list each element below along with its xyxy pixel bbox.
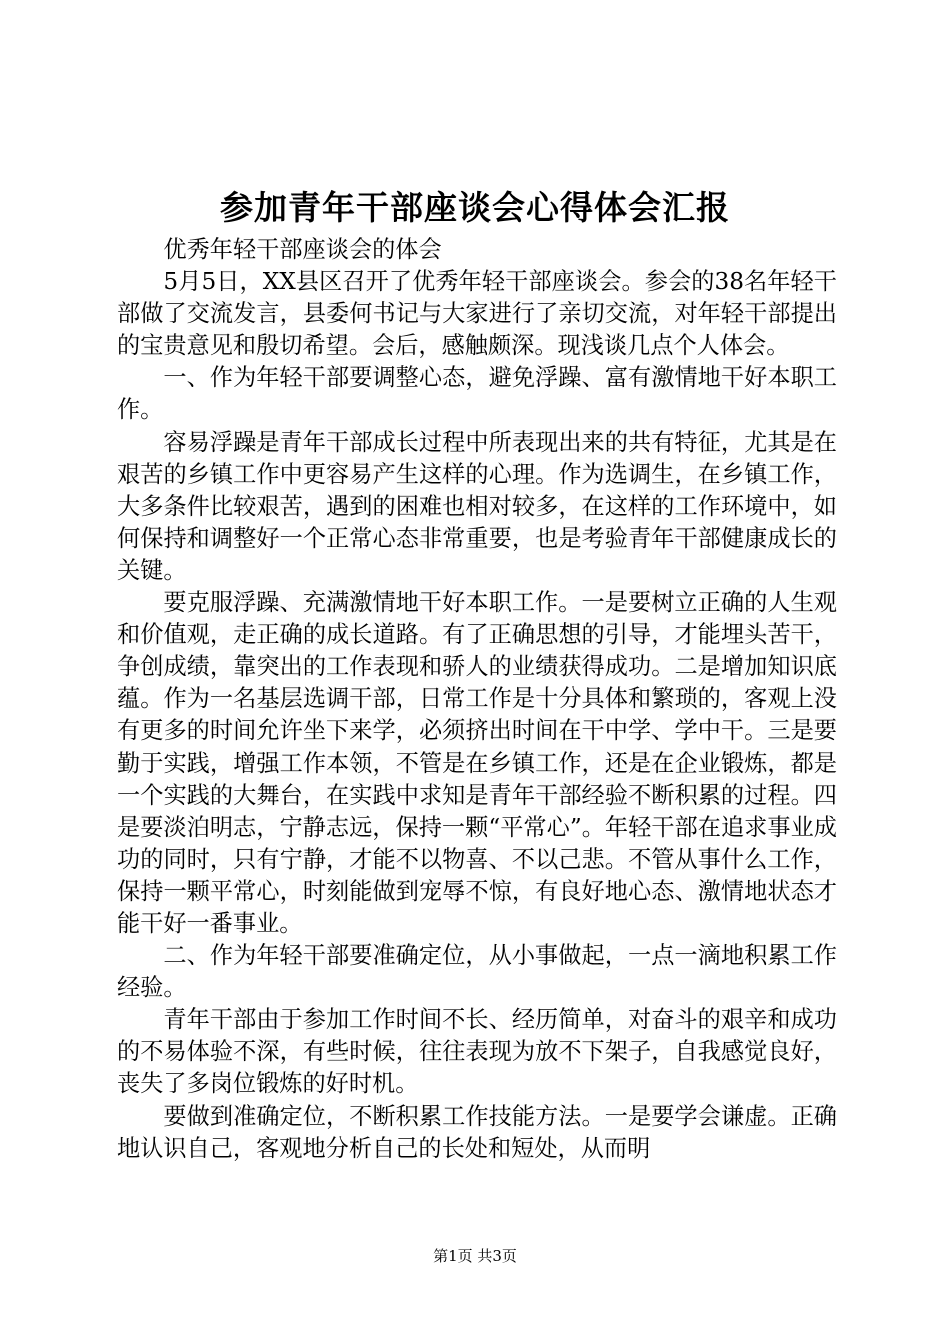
document-body (117, 234, 837, 1165)
paragraph-subtitle: 优秀年轻干部座谈会的体会 (163, 236, 442, 263)
document-title: 参加青年干部座谈会心得体会汇报 (220, 188, 730, 227)
paragraph: 青年干部由于参加工作时间不长、经历简单，对奋斗的艰辛和成功的不易体验不深，有些时候，往往表现为放不下架子，自我感觉良好，丧失了多岗位锻炼的好时机。 (117, 1006, 837, 1098)
paragraph: 5月5日，XX县区召开了优秀年轻干部座谈会。参会的38名年轻干部做了交流发言，县委何书记与大家进行了亲切交流，对年轻干部提出的宝贵意见和殷切希望。会后，感触颇深。现浅谈几点个人体会。 (117, 268, 837, 360)
paragraph: 要做到准确定位，不断积累工作技能方法。一是要学会谦虚。正确地认识自己，客观地分析自己的长处和短处，从而明 (117, 1102, 837, 1162)
paragraph-heading: 二、作为年轻干部要准确定位，从小事做起，一点一滴地积累工作经验。 (117, 942, 837, 1002)
page-number-footer: 第1页 共3页 (433, 1247, 517, 1265)
paragraph-heading: 一、作为年轻干部要调整心态，避免浮躁、富有激情地干好本职工作。 (117, 364, 837, 424)
paragraph: 要克服浮躁、充满激情地干好本职工作。一是要树立正确的人生观和价值观，走正确的成长道路。有了正确思想的引导，才能埋头苦干，争创成绩，靠突出的工作表现和骄人的业绩获得成功。二是增加知识底蕴。作为一名基层选调干部，日常工作是十分具体和繁琐的，客观上没有更多的时间允许坐下来学，必须挤出时间在干中学、学中干。三是要勤于实践，增强工作本领，不管是在乡镇工作，还是在企业锻炼，都是一个实践的大舞台，在实践中求知是青年干部经验不断积累的过程。四是要淡泊明志，宁静志远，保持一颗“平常心”。年轻干部在追求事业成功的同时，只有宁静，才能不以物喜、不以己悲。不管从事什么工作，保持一颗平常心，时刻能做到宠辱不惊，有良好地心态、激情地状态才能干好一番事业。 (117, 589, 837, 937)
paragraph: 容易浮躁是青年干部成长过程中所表现出来的共有特征，尤其是在艰苦的乡镇工作中更容易产生这样的心理。作为选调生，在乡镇工作，大多条件比较艰苦，遇到的困难也相对较多，在这样的工作环境中，如何保持和调整好一个正常心态非常重要，也是考验青年干部健康成长的关键。 (117, 428, 837, 584)
